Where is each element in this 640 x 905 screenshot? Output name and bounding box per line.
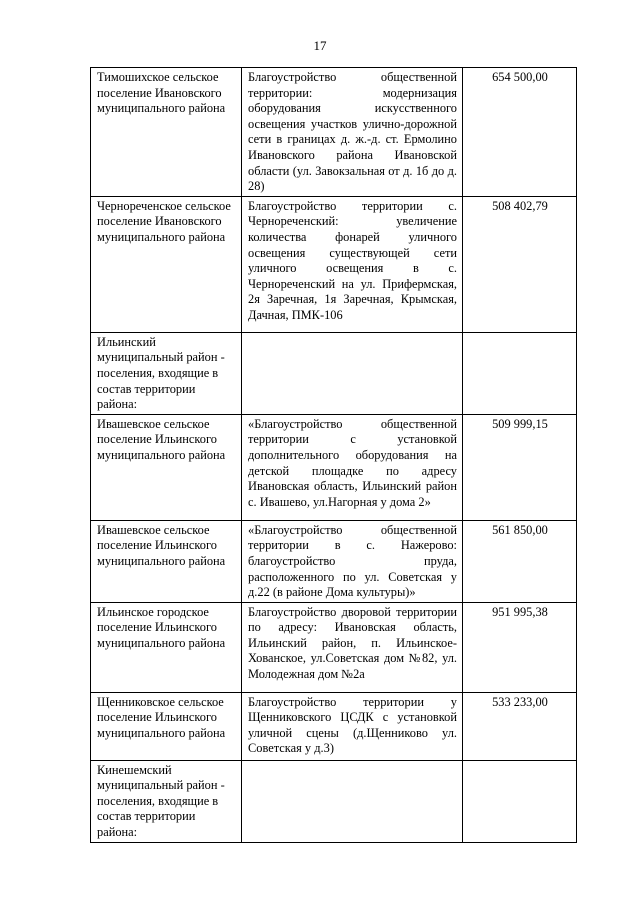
amount-cell: 951 995,38 <box>463 602 577 692</box>
table-row <box>91 760 577 842</box>
municipality-cell: Кинешемский муниципальный район - поселения, входящие в состав территории района: <box>91 760 242 842</box>
amount-cell: 654 500,00 <box>463 68 577 197</box>
description-cell <box>242 760 463 842</box>
description-cell <box>242 332 463 414</box>
amount-cell: 508 402,79 <box>463 196 577 332</box>
description-cell: Благоустройство территории у Щенниковского ЦСДК с установкой уличной сцены (д.Щенниково ул. Советская у д.3) <box>242 692 463 760</box>
description-cell: «Благоустройство общественной территории в с. Нажерово: благоустройство пруда, расположенного по ул. Советская у д.22 (в районе Дома культуры)» <box>242 520 463 602</box>
table-row <box>91 692 577 760</box>
description-cell: Благоустройство дворовой территории по адресу: Ивановская область, Ильинский район, п. Ильинское-Хованское, ул.Советская дом №82, ул. Молодежная дом №2а <box>242 602 463 692</box>
table-row <box>91 520 577 602</box>
description-cell: Благоустройство территории с. Чернореченский: увеличение количества фонарей уличного освещения существующей сети уличного освещения в с. Чернореченский на ул. Прифермская, 2я Заречная, 1я Заречная, Крымская, Дачная, ПМК-106 <box>242 196 463 332</box>
municipality-cell: Ивашевское сельское поселение Ильинского муниципального района <box>91 414 242 520</box>
budget-table <box>90 67 577 843</box>
amount-cell <box>463 332 577 414</box>
amount-cell: 509 999,15 <box>463 414 577 520</box>
amount-cell <box>463 760 577 842</box>
municipality-cell: Ивашевское сельское поселение Ильинского муниципального района <box>91 520 242 602</box>
municipality-cell: Щенниковское сельское поселение Ильинского муниципального района <box>91 692 242 760</box>
page-number: 17 <box>313 38 327 53</box>
amount-cell: 533 233,00 <box>463 692 577 760</box>
table-row <box>91 414 577 520</box>
municipality-cell: Ильинский муниципальный район - поселения, входящие в состав территории района: <box>91 332 242 414</box>
municipality-cell: Тимошихское сельское поселение Ивановского муниципального района <box>91 68 242 197</box>
amount-cell: 561 850,00 <box>463 520 577 602</box>
table-row <box>91 196 577 332</box>
municipality-cell: Ильинское городское поселение Ильинского муниципального района <box>91 602 242 692</box>
description-cell: «Благоустройство общественной территории с установкой дополнительного оборудования на детской площадке по адресу Ивановская область, Ильинский район с. Ивашево, ул.Нагорная у дома 2» <box>242 414 463 520</box>
table-row <box>91 332 577 414</box>
table-row <box>91 68 577 197</box>
table-row <box>91 602 577 692</box>
municipality-cell: Чернореченское сельское поселение Ивановского муниципального района <box>91 196 242 332</box>
description-cell: Благоустройство общественной территории: модернизация оборудования искусственного освещения участков улично-дорожной сети в границах д. ж.-д. ст. Ермолино Ивановского района Ивановской области (ул. Завокзальная от д. 1б до д. 28) <box>242 68 463 197</box>
